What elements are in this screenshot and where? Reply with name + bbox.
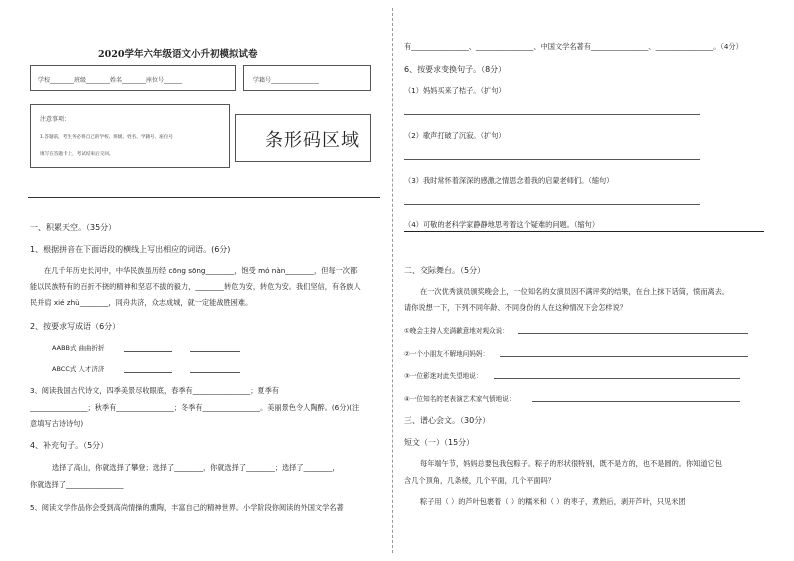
answer-line[interactable] xyxy=(532,401,740,402)
answer-line[interactable] xyxy=(124,372,172,373)
question-4-line-1: 选择了高山，你就选择了攀登；选择了________，你就选择了________；选择了________， xyxy=(52,463,340,472)
question-6-item-2: （2）歌声打破了沉寂。（扩句） xyxy=(404,131,506,140)
barcode-area-label: 条形码区域 xyxy=(265,130,360,151)
question-6: 6、按要求变换句子。（8分） xyxy=(404,65,507,74)
question-3-line-3: 意填写古诗诗句) xyxy=(30,419,84,428)
answer-line[interactable] xyxy=(404,159,700,160)
section-2-heading: 二、交际舞台。（5分） xyxy=(404,266,486,275)
section-2-option-4: ④一位知名的老表演艺术家气愤地说： xyxy=(404,395,516,403)
section-2-option-3: ③一位影迷对此失望地说： xyxy=(404,372,483,380)
student-info-line[interactable]: 学校________班级________姓名________座位号______ xyxy=(38,77,183,84)
answer-line[interactable] xyxy=(124,351,172,352)
question-2-abcc: ABCC式 人才济济 xyxy=(52,365,105,373)
question-1-paragraph-2: 能以民族特有的百折不挠的精神和坚忍不拔的毅力，________转危为安，转危为安。我们坚信，有各族人 xyxy=(30,282,361,291)
question-1: 1、根据拼音在下面语段的横线上写出相应的词语。(6分) xyxy=(30,245,231,254)
question-5-continued: 有________________、________________、中国文学名著有________________、________________。（4分） xyxy=(404,42,743,51)
student-number-field[interactable]: 学籍号________________ xyxy=(253,77,320,84)
answer-line[interactable] xyxy=(404,204,700,205)
question-6-item-4: （4）可敬的老科学家静静地思考着这个疑难的问题。（缩句） xyxy=(404,220,600,229)
reading-title: 短文（一）（15分） xyxy=(404,438,475,447)
answer-line[interactable] xyxy=(494,378,740,379)
section-1-heading: 一、积累天空。（35分） xyxy=(30,223,117,232)
question-3-line-2: ________________；秋季有________________；冬季有________________。美丽景色令人陶醉。(6分)(注 xyxy=(30,403,360,412)
question-6-item-1: （1）妈妈买来了桔子。（扩句） xyxy=(404,86,506,95)
notice-title: 注意事项： xyxy=(40,116,71,123)
reading-paragraph-1: 每年端午节，妈妈总要包我包粽子。粽子的形状很特别，既不是方的，也不是圆的。你知道它包 xyxy=(420,459,722,468)
notice-body-line-2: 填写在答题卡上，考试结束后交回。 xyxy=(40,152,114,157)
question-2-aabb: AABB式 曲曲折折 xyxy=(52,344,105,352)
answer-line[interactable] xyxy=(518,333,748,334)
reading-paragraph-3: 粽子用（ ）的芦叶包裹着（ ）的糯米和（ ）的枣子，煮熟后，剥开芦叶，只见米团 xyxy=(420,497,686,506)
reading-paragraph-2: 含几个顶角，几条棱，几个平面，几个平面吗？ xyxy=(404,476,555,485)
section-2-option-1: ①晚会主持人充满歉意地对观众说： xyxy=(404,327,509,335)
question-5: 5、阅读文学作品你会受到高尚情操的熏陶，丰富自己的精神世界。小学阶段你阅读的外国文学名著 xyxy=(30,503,344,512)
question-4: 4、补充句子。（5分） xyxy=(30,441,109,450)
exam-title: 2020学年六年级语文小升初模拟试卷 xyxy=(98,49,258,60)
answer-line[interactable] xyxy=(500,356,748,357)
answer-line[interactable] xyxy=(190,372,240,373)
question-1-paragraph-1: 在几千年历史长河中，中华民族虽历经 cōng sōng________，饱受 mó nàn________，但每一次都 xyxy=(44,266,358,275)
question-4-line-2: 你就选择了________________ xyxy=(30,480,124,489)
header-divider xyxy=(28,197,380,198)
question-2: 2、按要求写成语（6分） xyxy=(30,322,121,331)
section-2-paragraph-1: 在一次优秀演员颁奖晚会上，一位知名的女演员因不满评奖的结果，在台上抹下话筒，愤而离去。 xyxy=(420,287,730,296)
question-6-item-4-line[interactable] xyxy=(404,231,764,232)
question-3-line-1: 3、阅读我国古代诗文，四季美景尽收眼底，春季有________________；夏季有 xyxy=(30,386,279,395)
notice-body-line-1: 1.答题前，考生务必将自己的学校、班级、姓名、学籍号、座位号 xyxy=(40,135,174,140)
question-6-item-3: （3）我时常怀着深深的感激之情思念着我的启蒙老师们。（缩句） xyxy=(404,176,614,185)
section-2-option-2: ②一个小朋友不解地问妈妈： xyxy=(404,350,490,358)
answer-line[interactable] xyxy=(404,114,700,115)
section-3-heading: 三、谱心会文。（30分） xyxy=(404,416,491,425)
question-1-paragraph-3: 民并肩 xié zhù________，同舟共济，众志成城，就一定能战胜困难。 xyxy=(30,298,253,307)
section-2-paragraph-2: 请你说想一下，下列不同年龄、不同身份的人在这种情况下会怎样说？ xyxy=(404,303,627,312)
page-fold-divider xyxy=(392,8,393,553)
answer-line[interactable] xyxy=(190,351,240,352)
